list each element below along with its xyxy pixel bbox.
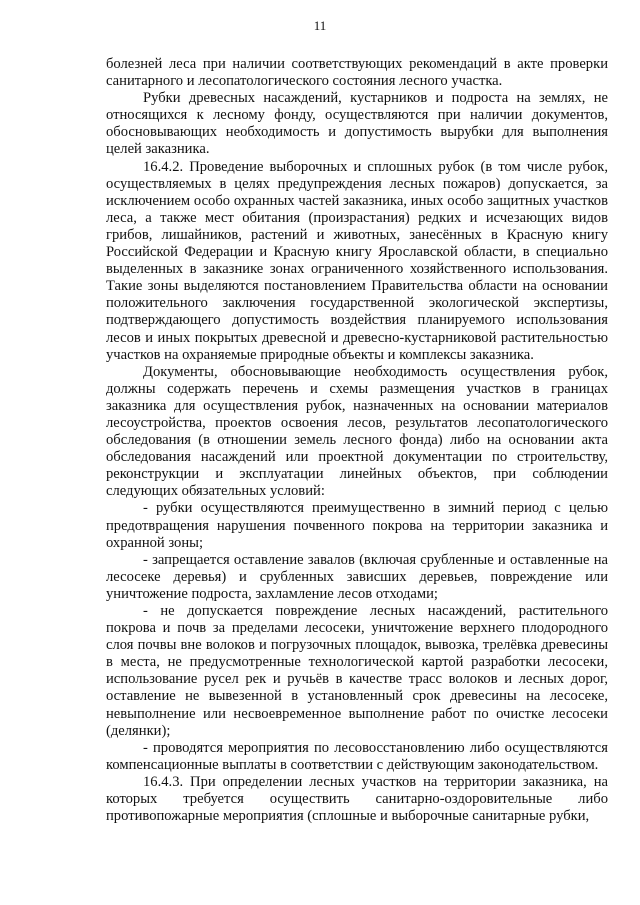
list-item-winter-felling: - рубки осуществляются преимущественно в зимний период с целью предотвращения нарушения почвенного покрова на территории заказника и охранной зоны; [106,500,608,551]
paragraph-16-4-3: 16.4.3. При определении лесных участков на территории заказника, на которых требуется осуществить санитарно-оздоровительные либо противопожарные мероприятия (сплошные и выборочные санитарные рубки, [106,773,608,825]
list-item-no-debris: - запрещается оставление завалов (включая срубленные и оставленные на лесосеке деревья) и срубленных зависших деревьев, повреждение или уничтожение подроста, захламление лесов отходами; [106,551,608,602]
paragraph-16-4-2: 16.4.2. Проведение выборочных и сплошных рубок (в том числе рубок, осуществляемых в целях предупреждения лесных пожаров) допускается, за исключением особо охранных частей заказника, иных особо защитных участков леса, а также мест обитания (произрастания) редких и исчезающих видов грибов, лишайников, растений и животных, занесённых в Красную книгу Российской Федерации и Красную книгу Ярославской области, в специально выделенных в заказнике зонах ограниченного хозяйственного использования. Такие зоны выделяются постановлением Правительства области на основании положительного заключения государственной экологической экспертизы, подтверждающего допустимость воздействия планируемого использования лесов и иных покрытых древесной и древесно-кустарниковой растительностью участков на охраняемые природные объекты и комплексы заказника. [106,158,608,363]
paragraph-non-forest-felling: Рубки древесных насаждений, кустарников и подроста на землях, не относящихся к лесному фонду, осуществляются при наличии документов, обосновывающих необходимость и допустимость вырубки для выполнения целей заказника. [106,90,608,158]
list-item-no-damage: - не допускается повреждение лесных насаждений, растительного покрова и почв за пределами лесосеки, уничтожение верхнего плодородного слоя почвы вне волоков и погрузочных площадок, вывозка, трелёвка древесины в места, не предусмотренные технологической картой разработки лесосеки, использование русел рек и ручьёв в качестве трасс волоков и лесных дорог, оставление не вывезенной в установленный срок древесины на лесосеке, невыполнение или несвоевременное выполнение работ по очистке лесосеки (делянки); [106,603,608,739]
paragraph-continuation: болезней леса при наличии соответствующих рекомендаций в акте проверки санитарного и лесопатологического состояния лесного участка. [106,56,608,90]
page-number: 11 [313,18,327,33]
paragraph-documents: Документы, обосновывающие необходимость осуществления рубок, должны содержать перечень и схемы размещения участков в границах заказника для осуществления рубок, назначенных на основании материалов лесоустройства, проектов освоения лесов, результатов лесопатологического обследования (в отношении земель лесного фонда) либо на основании акта обследования насаждений или проектной документации по строительству, реконструкции и эксплуатации линейных объектов, при соблюдении следующих обязательных условий: [106,363,608,500]
list-item-reforestation: - проводятся мероприятия по лесовосстановлению либо осуществляются компенсационные выплаты в соответствии с действующим законодательством. [106,739,608,773]
document-body [106,56,608,825]
